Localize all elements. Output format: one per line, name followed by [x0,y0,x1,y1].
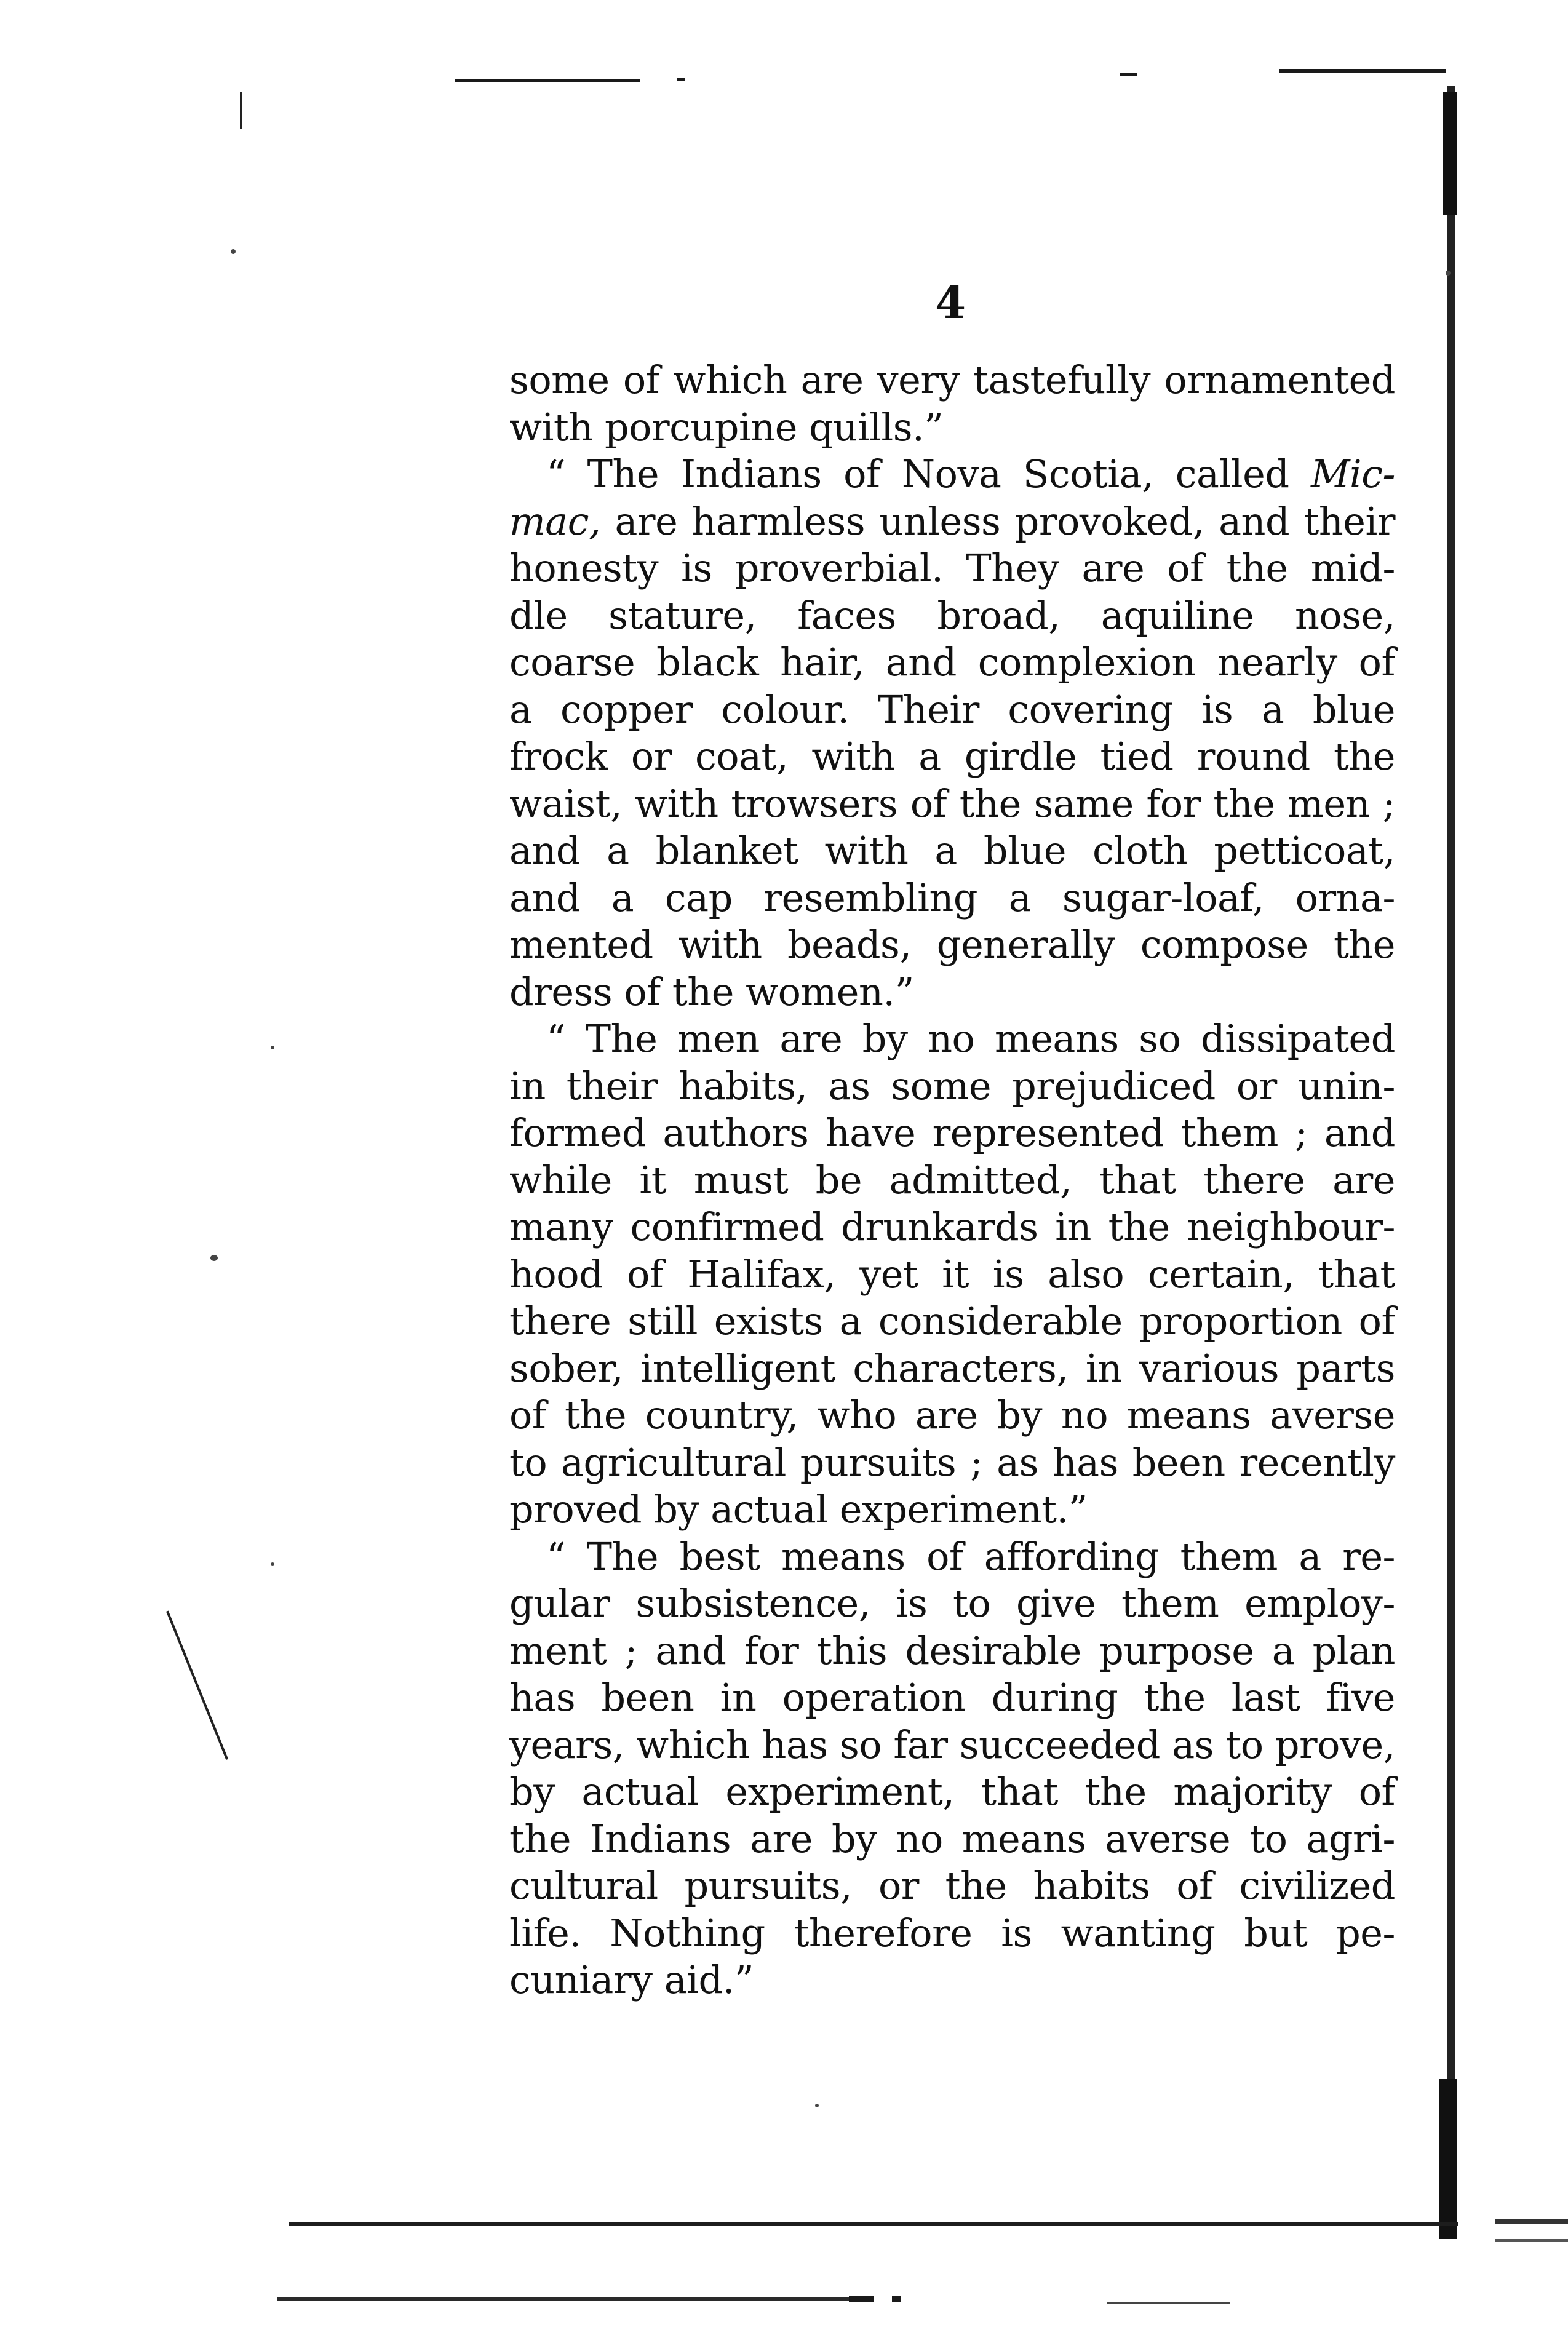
text-line: gular subsistence, is to give them employ- [509,1581,1395,1626]
scan-speck [271,1562,274,1566]
text-line: with porcupine quills.” [509,404,944,450]
text-line: years, which has so far succeeded as to prove, [509,1722,1395,1767]
text-line: “ The men are by no means so dissipated [546,1016,1395,1061]
scan-mark-bottom [849,2296,874,2302]
text-line: while it must be admitted, that there are [509,1157,1395,1203]
text-line: ment ; and for this desirable purpose a plan [509,1628,1395,1673]
text-line: the Indians are by no means averse to agri- [509,1816,1395,1861]
text-line: and a blanket with a blue cloth petticoat, [509,828,1395,873]
text-line: to agricultural pursuits ; as has been recently [509,1439,1395,1485]
text-line: has been in operation during the last five [509,1675,1395,1720]
scan-speck [210,1255,218,1261]
text-line: mac, are harmless unless provoked, and their [509,498,1395,544]
text-line: cultural pursuits, or the habits of civilized [509,1863,1395,1908]
text-line: dress of the women.” [509,969,914,1014]
text-line: honesty is proverbial. They are of the mid- [509,546,1395,591]
scan-mark-top [677,78,685,81]
scan-speck [815,2104,819,2107]
scan-mark-bottom [1107,2302,1230,2304]
scan-mark-left [166,1611,228,1760]
page-edge-right [1439,2079,1457,2239]
text-line: waist, with trowsers of the same for the men ; [509,781,1395,826]
text-line: proved by actual experiment.” [509,1487,1088,1532]
text-line: hood of Halifax, yet it is also certain, that [509,1251,1395,1297]
scan-mark-top [1279,69,1446,73]
text-line: by actual experiment, that the majority of [509,1769,1395,1814]
scan-mark-bottom [1495,2239,1568,2242]
text-line: “ The best means of affording them a re- [546,1533,1395,1579]
scan-mark-top [455,79,640,82]
page-edge-bottom [289,2222,1458,2226]
text-line: of the country, who are by no means averse [509,1393,1395,1438]
text-line: in their habits, as some prejudiced or unin- [509,1063,1395,1108]
text-line: dle stature, faces broad, aquiline nose, [509,592,1395,638]
text-line: frock or coat, with a girdle tied round the [509,734,1395,779]
text-line: many confirmed drunkards in the neighbour- [509,1204,1395,1249]
text-line: there still exists a considerable proportion of [509,1299,1395,1343]
scan-speck [271,1046,274,1049]
page-edge-right [1447,86,1455,2221]
scan-speck [231,249,236,254]
text-line: sober, intelligent characters, in various parts [509,1345,1395,1391]
text-line: some of which are very tastefully ornamented [509,357,1395,402]
text-line: a copper colour. Their covering is a blue [509,686,1395,732]
body-text [509,357,1395,2004]
text-line: and a cap resembling a sugar-loaf, orna- [509,875,1395,920]
scan-mark-top [1120,73,1137,76]
text-line: coarse black hair, and complexion nearly of [509,640,1395,685]
scan-mark-bottom [892,2296,901,2302]
text-line: formed authors have represented them ; and [509,1110,1395,1155]
scan-speck [1446,271,1451,276]
page-edge-right [1443,92,1457,215]
page-edge-bottom [277,2297,849,2301]
scan-mark-bottom [1495,2219,1568,2224]
text-line: “ The Indians of Nova Scotia, called Mic- [546,451,1395,496]
text-line: life. Nothing therefore is wanting but pe- [509,1910,1395,1955]
page-number: 4 [934,276,966,328]
text-line: cuniary aid.” [509,1957,754,2002]
scan-mark-left [240,92,242,129]
text-line: mented with beads, generally compose the [509,922,1395,967]
